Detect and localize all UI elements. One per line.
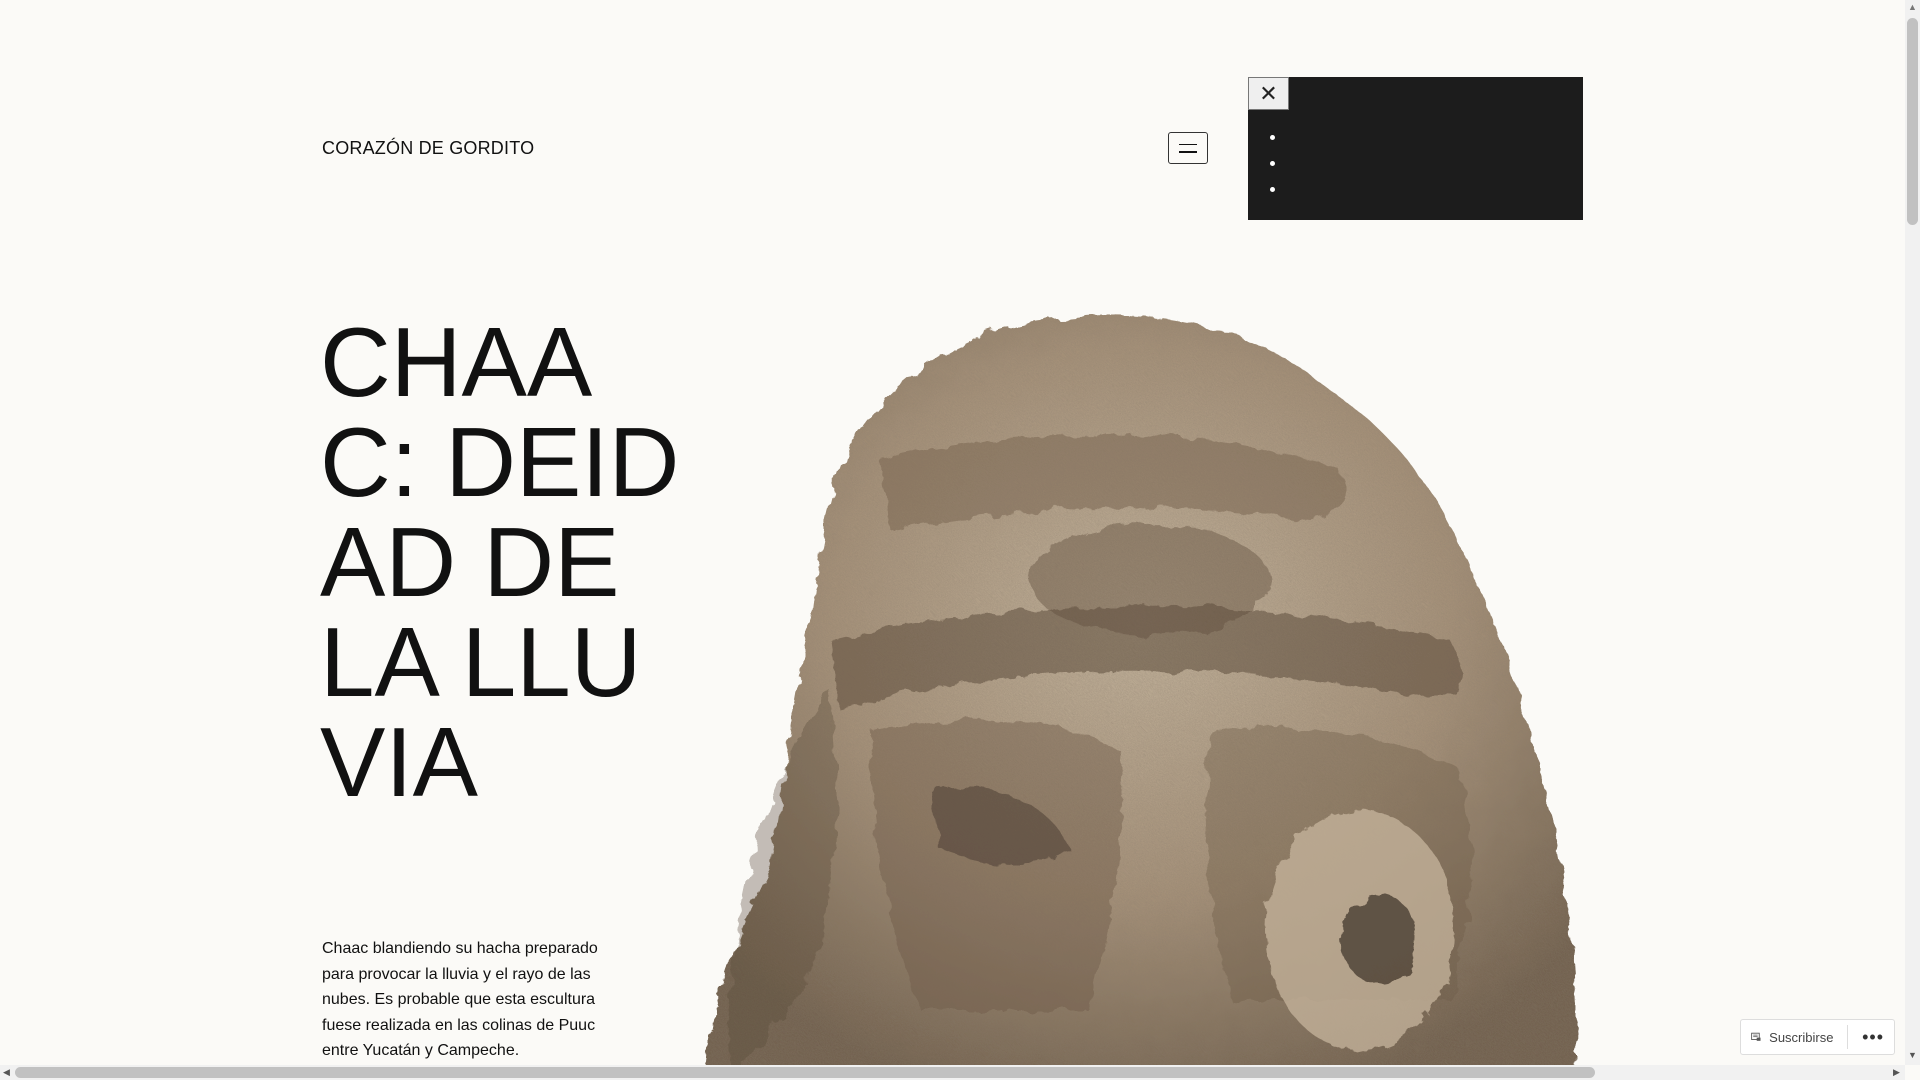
reader-icon bbox=[1751, 1030, 1761, 1044]
navigation-overlay bbox=[1248, 77, 1583, 220]
post-excerpt: Chaac blandiendo su hacha preparado para provocar la lluvia y el rayo de las nubes. Es probable que esta escultura fuese realizada en las colinas de Puuc entre Yucatán y Campeche. bbox=[322, 940, 598, 1059]
ellipsis-icon[interactable]: ••• bbox=[1862, 1027, 1884, 1047]
vertical-scrollbar-thumb[interactable] bbox=[1907, 18, 1918, 225]
hamburger-icon-line-bottom bbox=[1179, 151, 1197, 153]
scroll-left-arrow-icon[interactable]: ◀ bbox=[3, 1067, 10, 1077]
subscribe-bar bbox=[1740, 1019, 1895, 1055]
scroll-up-arrow-icon[interactable]: ▲ bbox=[1908, 2, 1917, 12]
close-menu-button[interactable] bbox=[1248, 77, 1289, 110]
scroll-right-arrow-icon[interactable]: ▶ bbox=[1893, 1067, 1900, 1077]
close-icon: ✕ bbox=[1259, 80, 1278, 106]
chaac-sculpture-image[interactable] bbox=[690, 310, 1590, 1080]
post-title[interactable]: CHAAC: DEIDAD DE LA LLUVIA bbox=[320, 307, 680, 817]
subscribe-bar-divider bbox=[1847, 1025, 1848, 1049]
menu-toggle-button[interactable] bbox=[1168, 132, 1208, 164]
horizontal-scrollbar-thumb[interactable] bbox=[15, 1067, 1595, 1078]
site-title[interactable]: CORAZÓN DE GORDITO bbox=[322, 138, 535, 158]
hamburger-icon-line-top bbox=[1179, 144, 1197, 146]
subscribe-button[interactable]: Suscribirse bbox=[1769, 1029, 1834, 1045]
scroll-down-arrow-icon[interactable]: ▼ bbox=[1908, 1050, 1917, 1060]
